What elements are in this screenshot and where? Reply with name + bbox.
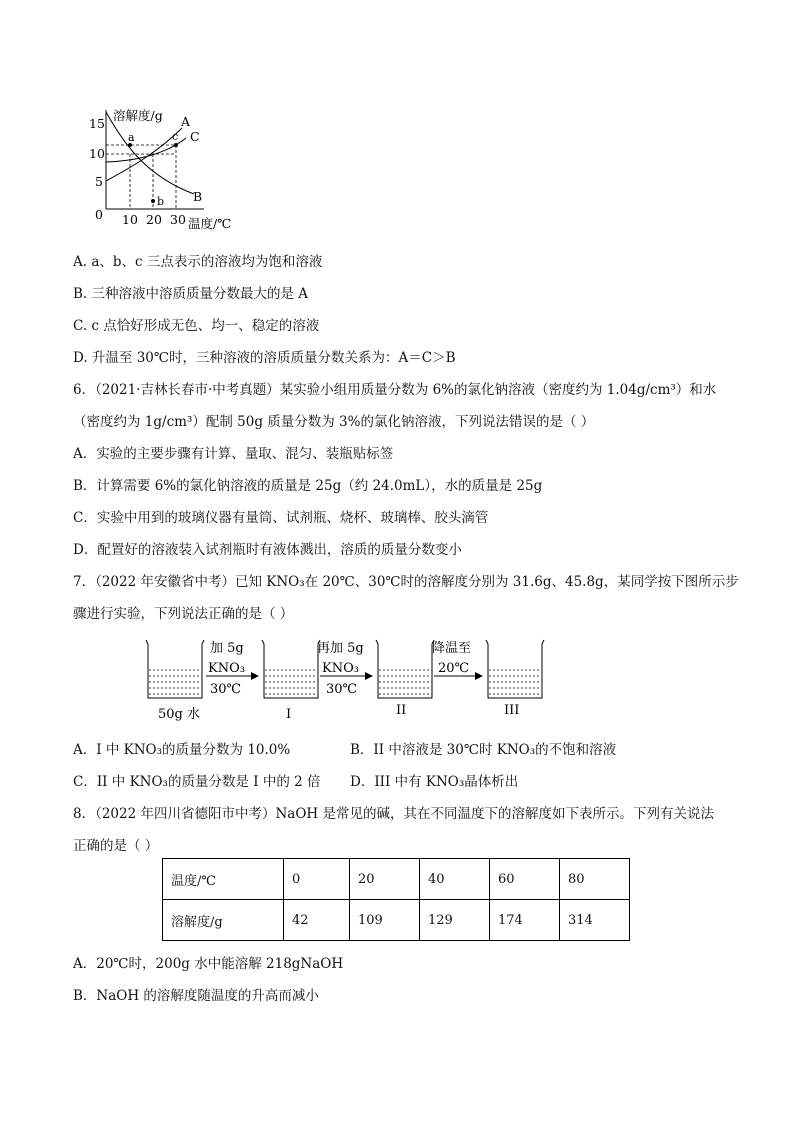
q6-stem-line1: 6．（2021·吉林长春市·中考真题）某实验小组用质量分数为 6%的氯化钠溶液（密度约为 1.04g/cm³）和水 <box>73 382 717 398</box>
table-cell: 20 <box>350 859 420 900</box>
q5-option-a: A. a、b、c 三点表示的溶液均为饱和溶液 <box>73 254 323 270</box>
table-header-temperature: 温度/℃ <box>163 859 284 900</box>
q8-stem-line1: 8．（2022 年四川省德阳市中考）NaOH 是常见的碱，其在不同温度下的溶解度如下表所示。下列有关说法 <box>73 806 714 822</box>
step2-line2: KNO₃ <box>322 661 359 676</box>
origin-label: 0 <box>95 207 103 222</box>
q6-stem-line2: （密度约为 1g/cm³）配制 50g 质量分数为 3%的氯化钠溶液，下列说法错误的是（ ） <box>73 414 595 430</box>
beaker-label-iii: III <box>504 703 520 718</box>
y-tick: 5 <box>95 174 103 189</box>
beaker-label-i: I <box>286 707 292 722</box>
beaker-label-ii: II <box>396 703 407 718</box>
table-row <box>163 900 630 941</box>
step1-line1: 加 5g <box>210 641 244 656</box>
beaker-ii <box>376 640 434 698</box>
q8-stem-line2: 正确的是（ ） <box>73 838 159 854</box>
beaker-label-water: 50g 水 <box>158 707 200 722</box>
step1-line3: 30℃ <box>210 682 242 697</box>
step2-line3: 30℃ <box>326 682 358 697</box>
step2-line1: 再加 5g <box>317 641 364 656</box>
experiment-diagram <box>140 634 560 724</box>
x-tick: 20 <box>146 212 162 227</box>
y-tick: 10 <box>89 146 105 161</box>
table-cell: 129 <box>420 900 490 941</box>
point-label-b: b <box>157 195 165 208</box>
x-axis-label: 温度/℃ <box>188 216 232 231</box>
table-cell: 42 <box>284 900 350 941</box>
q6-option-c: C．实验中用到的玻璃仪器有量筒、试剂瓶、烧杯、玻璃棒、胶头滴管 <box>73 510 489 526</box>
y-axis-label: 溶解度/g <box>113 108 163 123</box>
q7-option-b: B．II 中溶液是 30℃时 KNO₃的不饱和溶液 <box>350 742 617 758</box>
x-tick: 30 <box>170 212 186 227</box>
solubility-table <box>162 858 630 941</box>
beaker-i <box>262 640 320 698</box>
step3-line2: 20℃ <box>438 661 470 676</box>
solubility-graph <box>86 104 246 232</box>
q6-option-a: A．实验的主要步骤有计算、量取、混匀、装瓶贴标签 <box>73 446 394 462</box>
point-b <box>151 199 155 203</box>
table-cell: 60 <box>490 859 560 900</box>
curve-a <box>106 128 182 181</box>
table-cell: 40 <box>420 859 490 900</box>
point-label-c: c <box>172 130 179 143</box>
point-label-a: a <box>128 131 135 144</box>
q7-option-a: A．I 中 KNO₃的质量分数为 10.0% <box>73 742 291 758</box>
step1-line2: KNO₃ <box>208 661 245 676</box>
y-tick: 15 <box>89 116 105 131</box>
beaker-iii <box>486 640 544 698</box>
q7-stem-line2: 骤进行实验，下列说法正确的是（ ） <box>73 606 294 622</box>
q8-option-b: B．NaOH 的溶解度随温度的升高而减小 <box>73 988 319 1004</box>
table-cell: 109 <box>350 900 420 941</box>
table-cell: 0 <box>284 859 350 900</box>
q7-stem-line1: 7．（2022 年安徽省中考）已知 KNO₃在 20℃、30℃时的溶解度分别为 31.6g、45.8g，某同学按下图所示步 <box>73 574 739 590</box>
curve-label-c: C <box>190 129 200 144</box>
step3-line1: 降温至 <box>432 641 472 656</box>
table-cell: 80 <box>560 859 630 900</box>
q7-option-c: C．II 中 KNO₃的质量分数是 I 中的 2 倍 <box>73 774 321 790</box>
curve-label-b: B <box>193 189 203 204</box>
q5-option-c: C. c 点恰好形成无色、均一、稳定的溶液 <box>73 318 320 334</box>
table-header-solubility: 溶解度/g <box>163 900 284 941</box>
q8-option-a: A．20℃时，200g 水中能溶解 218gNaOH <box>73 956 344 972</box>
table-cell: 314 <box>560 900 630 941</box>
q5-option-d: D. 升温至 30℃时，三种溶液的溶质质量分数关系为：A＝C＞B <box>73 350 456 366</box>
q6-option-d: D．配置好的溶液装入试剂瓶时有液体溅出，溶质的质量分数变小 <box>73 542 462 558</box>
q6-option-b: B．计算需要 6%的氯化钠溶液的质量是 25g（约 24.0mL），水的质量是 25g <box>73 478 543 494</box>
table-row <box>163 859 630 900</box>
x-tick: 10 <box>122 212 138 227</box>
curve-label-a: A <box>181 114 191 129</box>
beaker-water <box>146 640 204 698</box>
point-c <box>174 143 178 147</box>
table-cell: 174 <box>490 900 560 941</box>
q7-option-d: D．III 中有 KNO₃晶体析出 <box>350 774 519 790</box>
q5-option-b: B. 三种溶液中溶质质量分数最大的是 A <box>73 286 309 302</box>
